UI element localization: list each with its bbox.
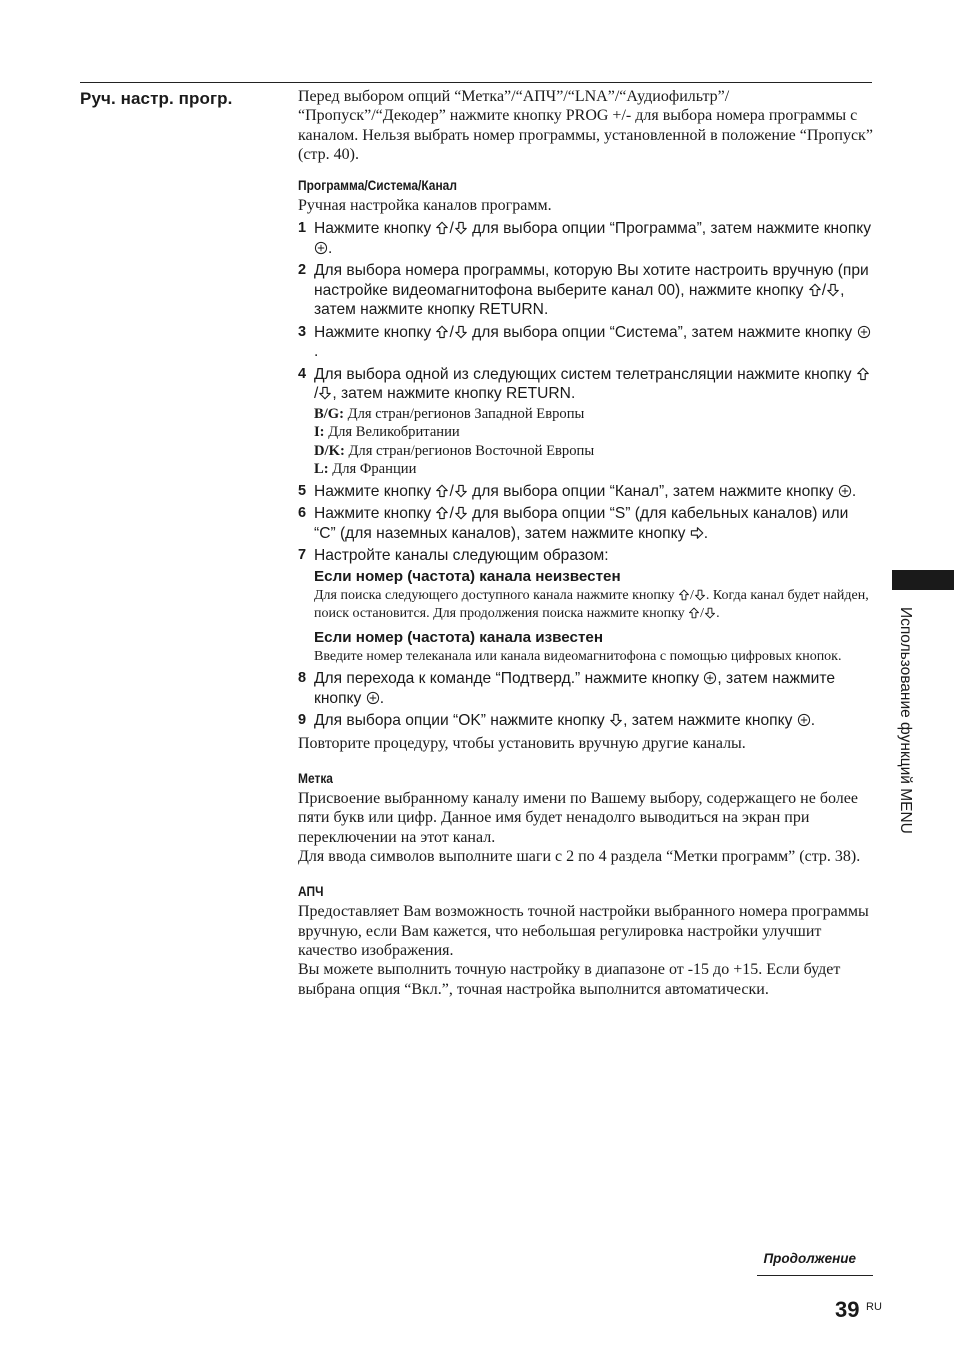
afc-section-p2: Вы можете выполнить точную настройку в диапазоне от -15 до +15. Если будет выбрана опция “Вкл.”, точная настройка выполнится автоматически. xyxy=(298,961,841,998)
unknown-channel-label: Если номер (частота) канала неизвестен xyxy=(314,567,621,585)
label-section xyxy=(298,771,874,866)
up-arrow-icon xyxy=(435,220,449,237)
program-section xyxy=(298,178,874,753)
step-number: 9 xyxy=(298,712,307,729)
side-tab-label: Использование функций MENU xyxy=(897,607,914,834)
system-item: I: Для Великобритании xyxy=(314,424,460,441)
afc-section xyxy=(298,884,874,998)
program-section-heading: Программа/Система/Канал xyxy=(298,178,457,194)
enter-button-icon xyxy=(797,712,811,729)
steps-list xyxy=(298,219,874,730)
enter-button-icon xyxy=(314,240,328,257)
up-arrow-icon xyxy=(856,366,870,383)
enter-button-icon xyxy=(838,483,852,500)
down-arrow-icon xyxy=(454,483,468,500)
step-body xyxy=(314,365,874,479)
step-number: 1 xyxy=(298,220,307,237)
known-channel-text: Введите номер телеканала или канала видеомагнитофона с помощью цифровых кнопок. xyxy=(314,648,842,664)
step-text: Нажмите кнопку / для выбора опции “Канал”, затем нажмите кнопку . xyxy=(314,482,857,500)
afc-section-p1: Предоставляет Вам возможность точной настройки выбранного номера программы вручную, если Вам кажется, что небольшая регулировка настройки улучшит качество изображения. xyxy=(298,903,869,959)
bottom-rule xyxy=(757,1275,873,1276)
down-arrow-icon xyxy=(704,606,716,621)
down-arrow-icon xyxy=(609,712,623,729)
down-arrow-icon xyxy=(318,385,332,402)
step-number: 2 xyxy=(298,262,307,279)
step-text: Нажмите кнопку / для выбора опции “S” (для кабельных каналов) или “C” (для наземных каналов), затем нажмите кнопку . xyxy=(314,505,849,542)
label-section-heading: Метка xyxy=(298,771,333,787)
side-tab-marker xyxy=(892,570,954,590)
step-2 xyxy=(298,261,874,320)
system-item: B/G: Для стран/регионов Западной Европы xyxy=(314,405,585,422)
step-8 xyxy=(298,669,874,708)
main-content xyxy=(298,87,874,999)
step-7 xyxy=(298,546,874,666)
step-text: Нажмите кнопку / для выбора опции “Программа”, затем нажмите кнопку . xyxy=(314,220,872,257)
section-title: Руч. настр. прогр. xyxy=(80,89,233,108)
up-arrow-icon xyxy=(808,282,822,299)
program-section-desc: Ручная настройка каналов программ. xyxy=(298,197,552,215)
step-number: 3 xyxy=(298,323,307,340)
step-text: Для выбора одной из следующих систем телетрансляции нажмите кнопку / , затем нажмите кнопку RETURN. xyxy=(314,365,874,404)
step-4 xyxy=(298,365,874,479)
step-text: Настройте каналы следующим образом: xyxy=(314,547,609,565)
enter-button-icon xyxy=(366,690,380,707)
step-3 xyxy=(298,323,874,362)
system-list xyxy=(314,405,874,479)
top-rule xyxy=(80,82,872,83)
step-text: Нажмите кнопку / для выбора опции “Система”, затем нажмите кнопку . xyxy=(314,323,874,362)
step-number: 5 xyxy=(298,482,307,499)
page-number: 39 xyxy=(835,1297,860,1322)
step-9 xyxy=(298,711,874,731)
page-language: RU xyxy=(866,1301,882,1313)
down-arrow-icon xyxy=(454,220,468,237)
step-number: 4 xyxy=(298,365,307,382)
intro-paragraph: Перед выбором опций “Метка”/“АПЧ”/“LNA”/“Аудиофильтр”/ “Пропуск”/“Декодер” нажмите кнопку PROG +/- для выбора номера программы с каналом. Нельзя выбрать номер программы, установленной в положение “Пропуск” (стр. 40). xyxy=(298,88,873,163)
system-item: D/K: Для стран/регионов Восточной Европы xyxy=(314,442,595,459)
step-number: 6 xyxy=(298,505,307,522)
up-arrow-icon xyxy=(688,606,700,621)
unknown-channel-text: Для поиска следующего доступного канала нажмите кнопку / . Когда канал будет найден, поиск остановится. Для продолжения поиска нажмите кнопку / . xyxy=(314,587,869,622)
step-number: 8 xyxy=(298,670,307,687)
down-arrow-icon xyxy=(454,505,468,522)
continued-label: Продолжение xyxy=(763,1251,856,1266)
step-text: Для выбора номера программы, которую Вы хотите настроить вручную (при настройке видеомагнитофона выберите канал 00), нажмите кнопку / , затем нажмите кнопку RETURN. xyxy=(314,262,869,319)
step-5 xyxy=(298,482,874,502)
afc-section-heading: АПЧ xyxy=(298,884,324,900)
up-arrow-icon xyxy=(678,588,690,603)
up-arrow-icon xyxy=(435,324,449,341)
step-text: Для перехода к команде “Подтверд.” нажмите кнопку , затем нажмите кнопку . xyxy=(314,670,835,707)
up-arrow-icon xyxy=(435,483,449,500)
down-arrow-icon xyxy=(694,588,706,603)
side-tab xyxy=(894,607,914,891)
system-item: L: Для Франции xyxy=(314,461,417,478)
step-body xyxy=(314,546,874,666)
step-text: Для выбора опции “OK” нажмите кнопку , затем нажмите кнопку . xyxy=(314,712,816,730)
enter-button-icon xyxy=(703,670,717,687)
down-arrow-icon xyxy=(454,324,468,341)
label-section-p1: Присвоение выбранному каналу имени по Вашему выбору, содержащего не более пяти букв или цифр. Данное имя будет ненадолго выводиться на экран при переключении на этот канал. xyxy=(298,790,858,846)
up-arrow-icon xyxy=(435,505,449,522)
down-arrow-icon xyxy=(826,282,840,299)
step-number: 7 xyxy=(298,547,307,564)
enter-button-icon xyxy=(857,324,871,341)
step-6 xyxy=(298,504,874,543)
known-channel-label: Если номер (частота) канала известен xyxy=(314,628,604,646)
step-1 xyxy=(298,219,874,258)
label-section-p2: Для ввода символов выполните шаги с 2 по 4 раздела “Метки программ” (стр. 38). xyxy=(298,848,861,866)
repeat-note: Повторите процедуру, чтобы установить вручную другие каналы. xyxy=(298,734,746,752)
right-arrow-icon xyxy=(690,525,704,542)
